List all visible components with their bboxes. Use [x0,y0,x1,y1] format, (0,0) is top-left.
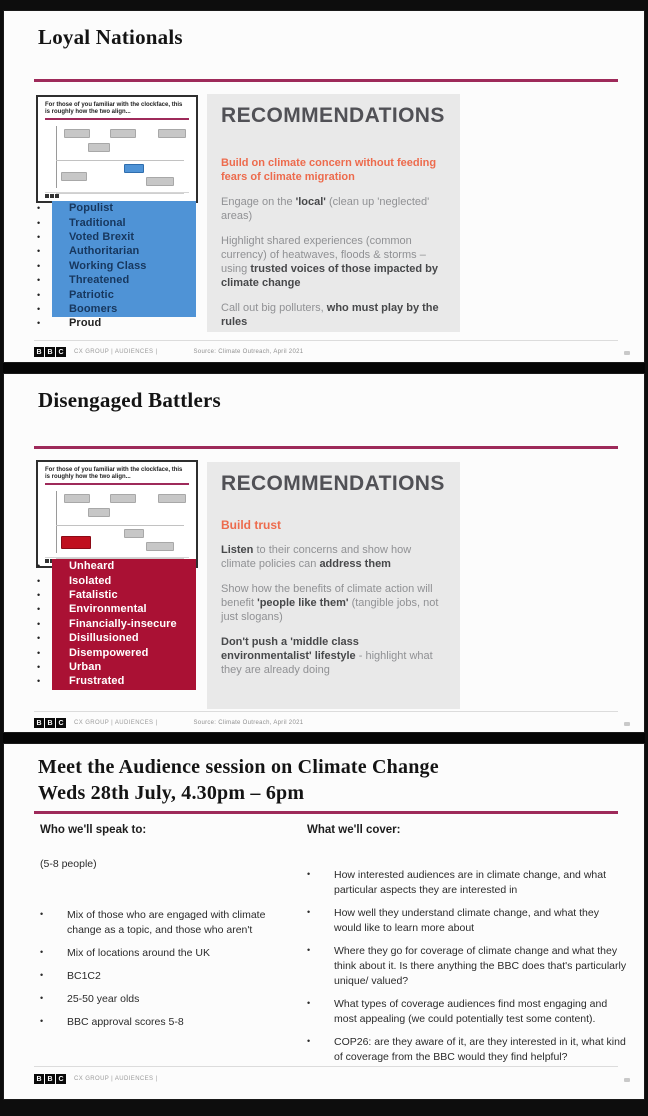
bullet-list [40,908,302,1030]
bullet-icon: • [307,945,311,955]
bullet-icon: • [37,647,41,658]
mini-chart-box [146,177,174,186]
trait-item [34,259,204,273]
footer-department: CX GROUP | AUDIENCES | [74,1076,158,1082]
bullet-text: How interested audiences are in climate change, and what particular aspects they are interested in [334,869,606,896]
footer-department: CX GROUP | AUDIENCES | [74,349,158,355]
trait-item [34,273,204,287]
bullet-item [40,908,302,938]
mini-chart-highlight-box [124,164,144,173]
recommendation-lead: Build trust [221,518,281,532]
trait-label: Populist [69,202,114,215]
trait-item [34,660,204,674]
bullet-icon: • [37,604,41,615]
recommendations-heading: RECOMMENDATIONS [221,472,445,495]
trait-item [34,230,204,244]
trait-item [34,302,204,316]
clockface-thumbnail [36,460,198,568]
slide-loyal-nationals [3,10,645,363]
recommendation-item: Engage on the 'local' (clean up 'neglected' areas) [221,196,430,222]
bbc-logo-letter: B [45,347,55,357]
title-divider-rule [34,79,618,82]
bullet-item [307,1035,629,1065]
mini-chart-box [158,129,186,138]
recommendation-item: Highlight shared experiences (common currency) of heatwaves, floods & storms – using trusted voices of those impacted by climate change [221,235,439,289]
bullet-icon: • [40,970,44,980]
mini-chart-box [124,529,144,538]
column-header: Who we'll speak to: [40,824,147,836]
mini-chart-highlight-box [61,536,91,549]
bullet-icon: • [37,217,41,228]
mini-chart-box [146,542,174,551]
bullet-text: 25-50 year olds [67,993,140,1005]
trait-label: Unheard [69,560,115,573]
trait-label: Disempowered [69,646,149,659]
trait-item [34,573,204,587]
bullet-item [40,946,302,961]
slide-footer [34,347,303,357]
bullet-item [307,944,629,989]
bullet-text: BBC approval scores 5-8 [67,1016,184,1028]
slide-title: Disengaged Battlers [38,388,221,412]
bullet-list [307,868,629,1065]
column-header: What we'll cover: [307,824,401,836]
page-number-mark [624,722,630,726]
bullet-text: Mix of locations around the UK [67,947,210,959]
bullet-icon: • [37,275,41,286]
bullet-text: Where they go for coverage of climate change and what they think about it. Is there anything the BBC does that's particularly unique/ valued? [334,945,627,987]
recommendations-panel [207,462,460,709]
bbc-logo-icon [34,1074,66,1084]
slide-meet-the-audience [3,743,645,1100]
trait-label: Financially-insecure [69,617,177,630]
trait-label: Urban [69,660,102,673]
slide-disengaged-battlers [3,373,645,733]
trait-item [34,588,204,602]
bullet-icon: • [40,993,44,1003]
title-divider-rule [34,811,618,814]
slide-title [38,754,439,806]
trait-label: Isolated [69,574,112,587]
slide-footer [34,718,303,728]
recommendation-item: Listen to their concerns and show how climate policies can address them [221,544,412,570]
trait-item [34,316,204,330]
mini-chart-box [110,129,136,138]
bullet-icon: • [40,1016,44,1026]
bbc-logo-letter: B [34,1074,44,1084]
bbc-logo-letter: C [56,718,66,728]
trait-label: Disillusioned [69,632,139,645]
bullet-icon: • [307,1036,311,1046]
trait-label: Frustrated [69,675,125,688]
trait-label: Fatalistic [69,588,118,601]
recommendation-item: Don't push a 'middle class environmentalist' lifestyle - highlight what they are already doing [221,636,433,676]
recommendation-item: Show how the benefits of climate action will benefit 'people like them' (tangible jobs, not just slogans) [221,583,439,623]
trait-list [34,559,204,689]
mini-chart-y-axis [56,126,57,188]
mini-chart-box [158,494,186,503]
thumbnail-rule [45,118,189,120]
footer-rule [34,1066,618,1067]
bullet-icon: • [40,909,44,919]
mini-chart-box [88,508,110,517]
bullet-item [307,997,629,1027]
trait-item [34,287,204,301]
footer-source: Source: Climate Outreach, April 2021 [193,720,304,726]
bullet-icon: • [37,561,41,572]
bbc-logo-letter: C [56,1074,66,1084]
slide-title-line2: Weds 28th July, 4.30pm – 6pm [38,782,305,804]
page-number-mark [624,1078,630,1082]
bullet-item [40,992,302,1007]
bullet-icon: • [37,676,41,687]
trait-label: Working Class [69,259,147,272]
bullet-icon: • [37,303,41,314]
bbc-logo-letter: B [34,718,44,728]
bullet-item [307,906,629,936]
trait-item [34,559,204,573]
trait-item [34,244,204,258]
bullet-icon: • [307,869,311,879]
slide-title: Loyal Nationals [38,25,183,49]
bbc-logo-letter: B [45,718,55,728]
bullet-icon: • [37,289,41,300]
slide-separator [3,733,645,743]
mini-chart-box [61,172,87,181]
bullet-icon: • [37,589,41,600]
bullet-icon: • [307,998,311,1008]
title-divider-rule [34,446,618,449]
bullet-text: Mix of those who are engaged with climate change as a topic, and those who aren't [67,909,266,936]
mini-chart-x-axis [56,160,184,161]
thumbnail-caption: For those of you familiar with the clockface, this is roughly how the two align... [45,102,183,115]
bbc-logo-letter: B [45,1074,55,1084]
footer-rule [34,340,618,341]
bbc-logo-letter: B [34,347,44,357]
bbc-logo-icon [34,347,66,357]
bullet-icon: • [37,661,41,672]
slide-separator [3,363,645,373]
trait-item [34,645,204,659]
footer-department: CX GROUP | AUDIENCES | [74,720,158,726]
bbc-logo-letter: C [56,347,66,357]
bullet-icon: • [307,907,311,917]
trait-label: Authoritarian [69,245,140,258]
bullet-text: BC1C2 [67,970,101,982]
recommendation-item: Call out big polluters, who must play by the rules [221,302,439,328]
bullet-icon: • [40,947,44,957]
mini-chart-box [64,494,90,503]
recommendation-lead: Build on climate concern without feeding fears of climate migration [221,157,437,183]
bullet-icon: • [37,318,41,329]
trait-item [34,631,204,645]
trait-item [34,674,204,688]
page-number-mark [624,351,630,355]
trait-label: Traditional [69,216,126,229]
trait-label: Proud [69,317,102,330]
trait-item [34,215,204,229]
mini-chart-box [110,494,136,503]
trait-label: Threatened [69,274,130,287]
trait-list [34,201,204,331]
mini-chart-x-axis [56,525,184,526]
mini-chart-box [88,143,110,152]
bullet-text: COP26: are they aware of it, are they interested in it, what kind of coverage from the BBC would they find helpful? [334,1036,626,1063]
bullet-icon: • [37,575,41,586]
footer-source: Source: Climate Outreach, April 2021 [193,349,304,355]
recommendations-heading: RECOMMENDATIONS [221,104,445,127]
bullet-icon: • [37,618,41,629]
cover-column [307,824,629,1073]
bullet-item [307,868,629,898]
bullet-icon: • [37,246,41,257]
segments-mini-chart [48,124,186,198]
mini-chart-box [64,129,90,138]
clockface-thumbnail [36,95,198,203]
trait-item [34,602,204,616]
column-subtext: (5-8 people) [40,858,97,870]
segments-mini-chart [48,489,186,563]
bullet-icon: • [37,231,41,242]
bullet-item [40,1015,302,1030]
trait-label: Environmental [69,603,147,616]
bullet-text: What types of coverage audiences find most engaging and most appealing (we could potentially test some content). [334,998,608,1025]
thumbnail-rule [45,483,189,485]
trait-item [34,617,204,631]
thumbnail-footer [45,192,189,198]
bbc-logo-icon [45,194,59,198]
thumbnail-caption: For those of you familiar with the clockface, this is roughly how the two align... [45,467,183,480]
slide-title-line1: Meet the Audience session on Climate Change [38,756,439,778]
trait-label: Patriotic [69,288,114,301]
trait-label: Voted Brexit [69,230,135,243]
bullet-icon: • [37,633,41,644]
bullet-icon: • [37,260,41,271]
bullet-text: How well they understand climate change, and what they would like to learn more about [334,907,599,934]
mini-chart-y-axis [56,491,57,553]
bullet-item [40,969,302,984]
who-column [40,824,302,1038]
bbc-logo-icon [34,718,66,728]
bullet-icon: • [37,203,41,214]
trait-label: Boomers [69,302,118,315]
footer-rule [34,711,618,712]
trait-item [34,201,204,215]
slide-footer [34,1074,158,1084]
recommendations-panel [207,94,460,332]
